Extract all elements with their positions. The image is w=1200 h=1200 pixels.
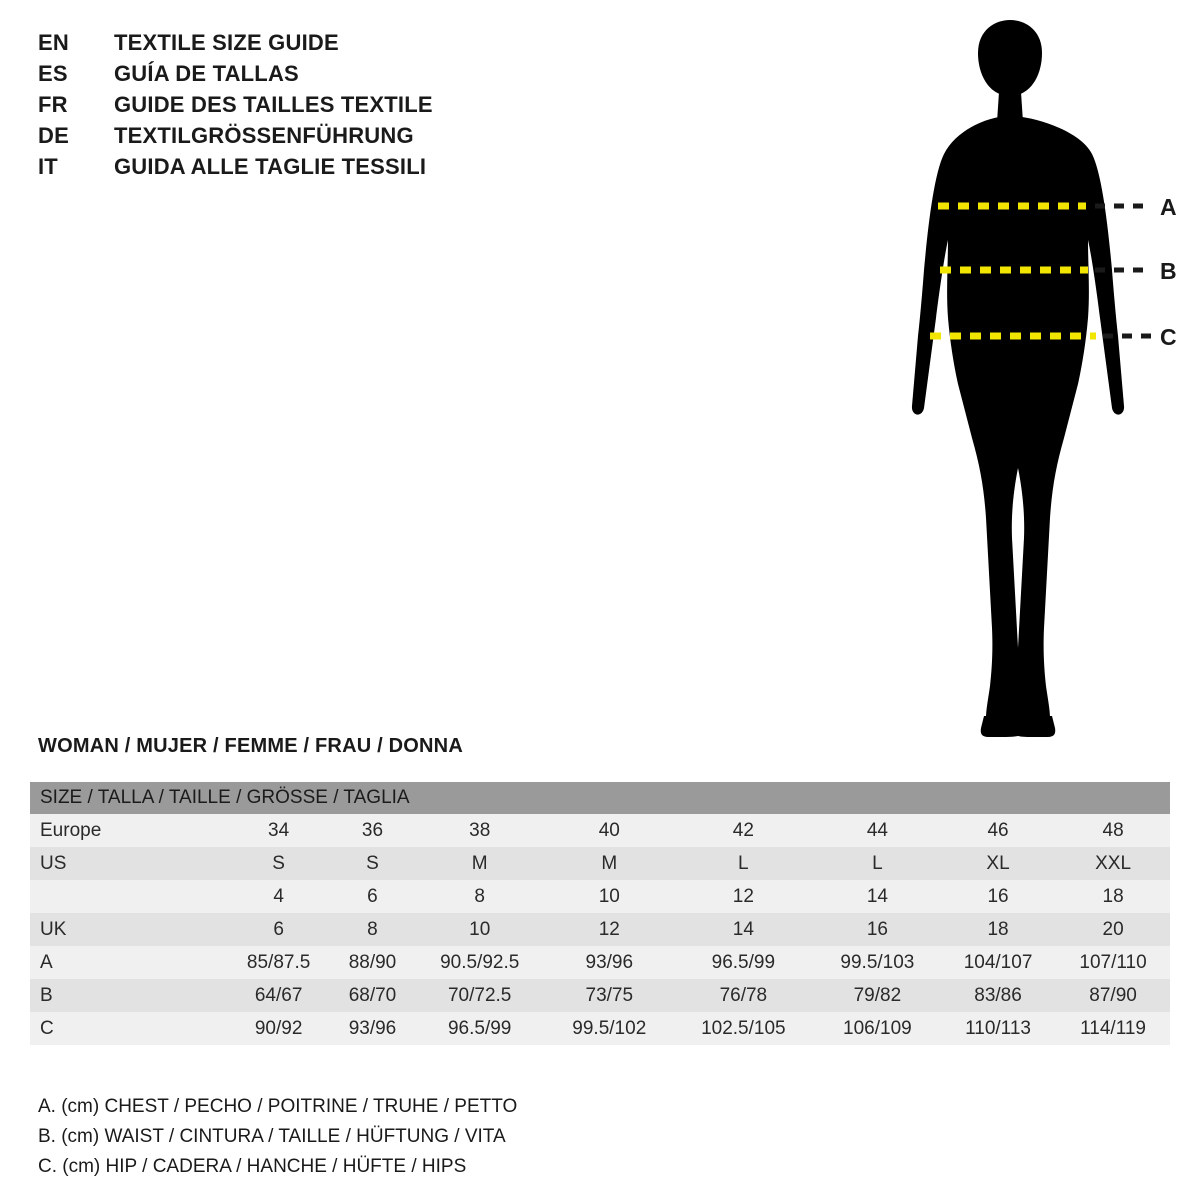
table-cell: 18 — [1056, 880, 1170, 913]
table-cell: M — [547, 847, 672, 880]
row-label: A — [30, 946, 225, 979]
language-row — [38, 61, 598, 92]
table-cell: 4 — [225, 880, 332, 913]
language-title: GUIDE DES TAILLES TEXTILE — [114, 92, 433, 117]
table-cell: L — [815, 847, 940, 880]
table-cell: 70/72.5 — [413, 979, 547, 1012]
table-cell: 10 — [413, 913, 547, 946]
table-cell: 96.5/99 — [413, 1012, 547, 1045]
size-table — [30, 782, 1170, 1045]
table-cell: 110/113 — [940, 1012, 1056, 1045]
table-cell: 20 — [1056, 913, 1170, 946]
table-cell: 79/82 — [815, 979, 940, 1012]
table-header-row — [30, 782, 1170, 814]
row-label: B — [30, 979, 225, 1012]
table-cell: S — [225, 847, 332, 880]
table-row — [30, 880, 1170, 913]
measure-label-a: A — [1160, 194, 1177, 220]
female-silhouette-icon — [860, 18, 1190, 738]
table-row — [30, 979, 1170, 1012]
body-measurement-figure — [860, 18, 1190, 738]
measure-label-c: C — [1160, 324, 1177, 350]
row-label: C — [30, 1012, 225, 1045]
row-label: UK — [30, 913, 225, 946]
table-cell: 6 — [225, 913, 332, 946]
language-code: DE — [38, 123, 69, 148]
size-table-wrapper — [30, 782, 1170, 1045]
language-row — [38, 30, 598, 61]
table-cell: 6 — [332, 880, 412, 913]
row-label — [30, 880, 225, 913]
table-header-label: SIZE / TALLA / TAILLE / GRÖSSE / TAGLIA — [30, 782, 1170, 814]
table-cell: 8 — [332, 913, 412, 946]
table-cell: 8 — [413, 880, 547, 913]
table-row — [30, 847, 1170, 880]
language-title: GUÍA DE TALLAS — [114, 61, 299, 86]
table-cell: 104/107 — [940, 946, 1056, 979]
table-cell: 48 — [1056, 814, 1170, 847]
language-row — [38, 154, 598, 185]
table-cell: 44 — [815, 814, 940, 847]
language-title: TEXTILE SIZE GUIDE — [114, 30, 339, 55]
table-cell: L — [672, 847, 815, 880]
measurement-legend — [38, 1092, 838, 1182]
language-code: FR — [38, 92, 68, 117]
measure-label-b: B — [1160, 258, 1177, 284]
table-cell: 93/96 — [332, 1012, 412, 1045]
table-cell: 46 — [940, 814, 1056, 847]
section-title: WOMAN / MUJER / FEMME / FRAU / DONNA — [38, 735, 463, 757]
table-cell: 36 — [332, 814, 412, 847]
table-cell: 68/70 — [332, 979, 412, 1012]
table-cell: 90/92 — [225, 1012, 332, 1045]
table-cell: 18 — [940, 913, 1056, 946]
table-cell: XL — [940, 847, 1056, 880]
language-title-list — [38, 30, 598, 185]
table-cell: XXL — [1056, 847, 1170, 880]
table-cell: 42 — [672, 814, 815, 847]
table-cell: 83/86 — [940, 979, 1056, 1012]
row-label: US — [30, 847, 225, 880]
legend-item-c: C. (cm) HIP / CADERA / HANCHE / HÜFTE / HIPS — [38, 1156, 467, 1177]
table-cell: 38 — [413, 814, 547, 847]
table-cell: 102.5/105 — [672, 1012, 815, 1045]
table-cell: S — [332, 847, 412, 880]
table-cell: 64/67 — [225, 979, 332, 1012]
row-label: Europe — [30, 814, 225, 847]
table-cell: M — [413, 847, 547, 880]
table-cell: 85/87.5 — [225, 946, 332, 979]
table-cell: 99.5/102 — [547, 1012, 672, 1045]
table-cell: 10 — [547, 880, 672, 913]
table-cell: 87/90 — [1056, 979, 1170, 1012]
table-cell: 73/75 — [547, 979, 672, 1012]
table-cell: 107/110 — [1056, 946, 1170, 979]
table-cell: 16 — [940, 880, 1056, 913]
table-cell: 90.5/92.5 — [413, 946, 547, 979]
table-cell: 34 — [225, 814, 332, 847]
table-row — [30, 946, 1170, 979]
table-cell: 114/119 — [1056, 1012, 1170, 1045]
language-code: IT — [38, 154, 58, 179]
language-row — [38, 123, 598, 154]
language-title: TEXTILGRÖSSENFÜHRUNG — [114, 123, 414, 148]
table-cell: 12 — [672, 880, 815, 913]
legend-item-b: B. (cm) WAIST / CINTURA / TAILLE / HÜFTUNG / VITA — [38, 1126, 506, 1147]
table-cell: 16 — [815, 913, 940, 946]
table-cell: 99.5/103 — [815, 946, 940, 979]
table-cell: 88/90 — [332, 946, 412, 979]
language-code: ES — [38, 61, 68, 86]
language-title: GUIDA ALLE TAGLIE TESSILI — [114, 154, 427, 179]
table-cell: 12 — [547, 913, 672, 946]
language-row — [38, 92, 598, 123]
table-cell: 40 — [547, 814, 672, 847]
table-row — [30, 913, 1170, 946]
table-cell: 93/96 — [547, 946, 672, 979]
table-row — [30, 814, 1170, 847]
table-cell: 106/109 — [815, 1012, 940, 1045]
table-cell: 14 — [672, 913, 815, 946]
table-cell: 96.5/99 — [672, 946, 815, 979]
language-code: EN — [38, 30, 69, 55]
table-cell: 76/78 — [672, 979, 815, 1012]
legend-item-a: A. (cm) CHEST / PECHO / POITRINE / TRUHE / PETTO — [38, 1096, 518, 1117]
table-row — [30, 1012, 1170, 1045]
table-cell: 14 — [815, 880, 940, 913]
